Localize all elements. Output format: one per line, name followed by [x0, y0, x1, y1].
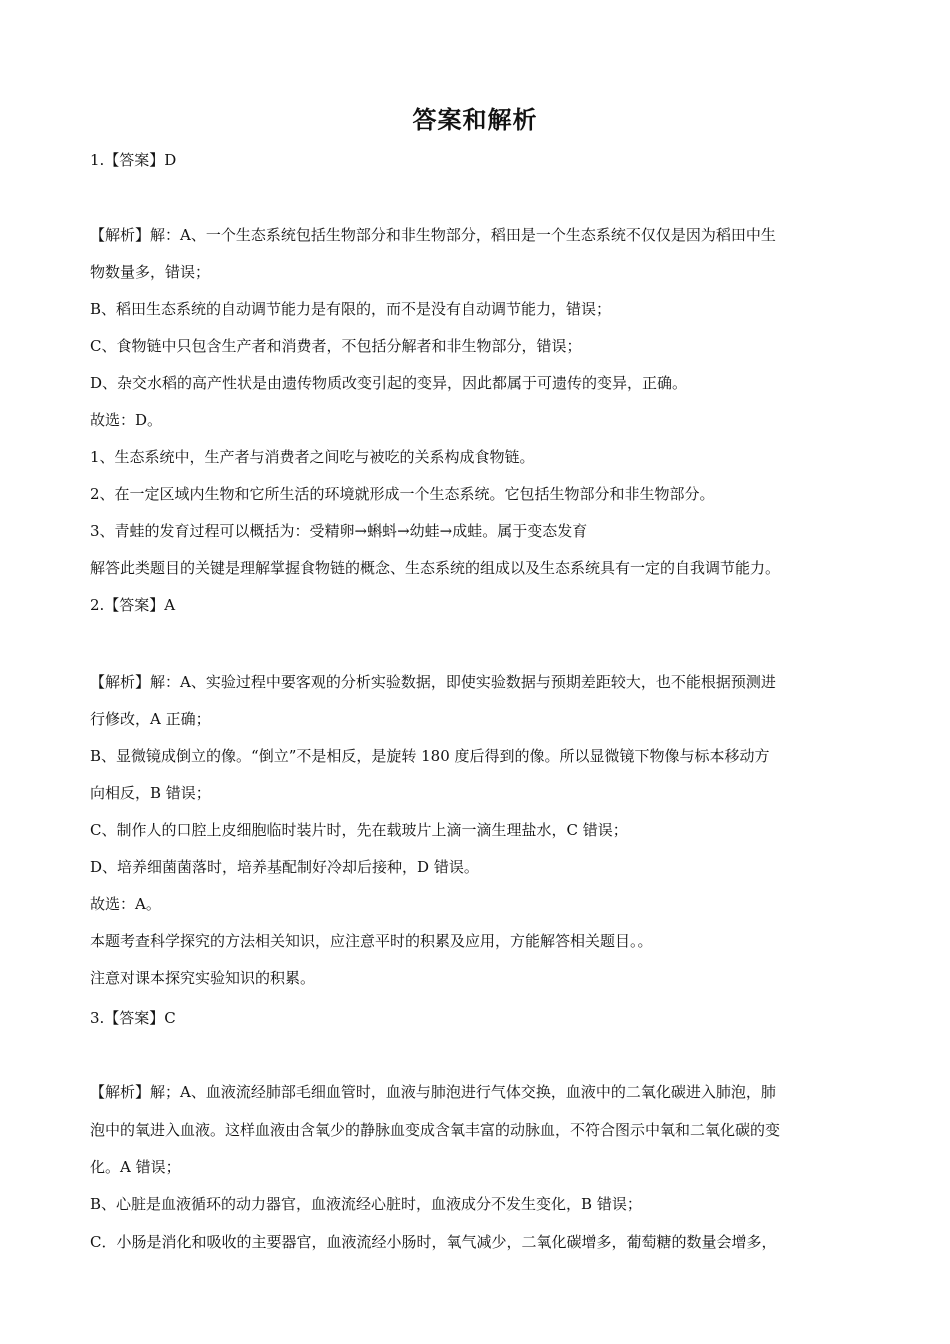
answer-heading-2: 2.【答案】A: [90, 596, 176, 614]
analysis-line: 本题考查科学探究的方法相关知识，应注意平时的积累及应用，方能解答相关题目。。: [90, 932, 653, 950]
analysis-line: 3、青蛙的发育过程可以概括为：受精卵→蝌蚪→幼蛙→成蛙。属于变态发育: [90, 522, 588, 540]
analysis-line: 1、生态系统中，生产者与消费者之间吃与被吃的关系构成食物链。: [90, 448, 535, 466]
page-title: 答案和解析: [412, 106, 538, 134]
analysis-line: 故选：D。: [90, 411, 163, 429]
analysis-line: 2、在一定区域内生物和它所生活的环境就形成一个生态系统。它包括生物部分和非生物部分。: [90, 485, 715, 503]
analysis-line: 解答此类题目的关键是理解掌握食物链的概念、生态系统的组成以及生态系统具有一定的自我调节能力。: [90, 559, 781, 577]
answer-heading-3: 3.【答案】C: [90, 1009, 176, 1027]
analysis-line: 行修改，A 正确；: [90, 710, 211, 728]
analysis-line: 化。A 错误；: [90, 1158, 181, 1176]
analysis-line: B、稻田生态系统的自动调节能力是有限的，而不是没有自动调节能力，错误；: [90, 300, 612, 318]
analysis-line: 注意对课本探究实验知识的积累。: [90, 969, 316, 987]
analysis-line: 泡中的氧进入血液。这样血液由含氧少的静脉血变成含氧丰富的动脉血，不符合图示中氧和二氧化碳的变: [90, 1121, 781, 1139]
analysis-line: 故选：A。: [90, 895, 161, 913]
analysis-line: D、杂交水稻的高产性状是由遗传物质改变引起的变异，因此都属于可遗传的变异，正确。: [90, 374, 688, 392]
analysis-line: C、食物链中只包含生产者和消费者，不包括分解者和非生物部分，错误；: [90, 337, 582, 355]
analysis-line: 【解析】解；A、血液流经肺部毛细血管时，血液与肺泡进行气体交换，血液中的二氧化碳进入肺泡，肺: [90, 1083, 776, 1101]
analysis-line: B、显微镜成倒立的像。“倒立”不是相反，是旋转 180 度后得到的像。所以显微镜下物像与标本移动方: [90, 747, 770, 765]
analysis-line: 物数量多，错误；: [90, 263, 211, 281]
analysis-line: D、培养细菌菌落时，培养基配制好冷却后接种，D 错误。: [90, 858, 479, 876]
analysis-line: 向相反，B 错误；: [90, 784, 211, 802]
analysis-line: B、心脏是血液循环的动力器官，血液流经心脏时，血液成分不发生变化，B 错误；: [90, 1195, 642, 1213]
analysis-line: 【解析】解：A、实验过程中要客观的分析实验数据，即使实验数据与预期差距较大，也不能根据预测进: [90, 673, 776, 691]
analysis-line: C、制作人的口腔上皮细胞临时装片时，先在载玻片上滴一滴生理盐水，C 错误；: [90, 821, 628, 839]
analysis-line: C．小肠是消化和吸收的主要器官，血液流经小肠时，氧气减少，二氧化碳增多，葡萄糖的数量会增多，: [90, 1233, 777, 1251]
analysis-line: 【解析】解：A、一个生态系统包括生物部分和非生物部分，稻田是一个生态系统不仅仅是因为稻田中生: [90, 226, 776, 244]
answer-heading-1: 1.【答案】D: [90, 151, 177, 169]
